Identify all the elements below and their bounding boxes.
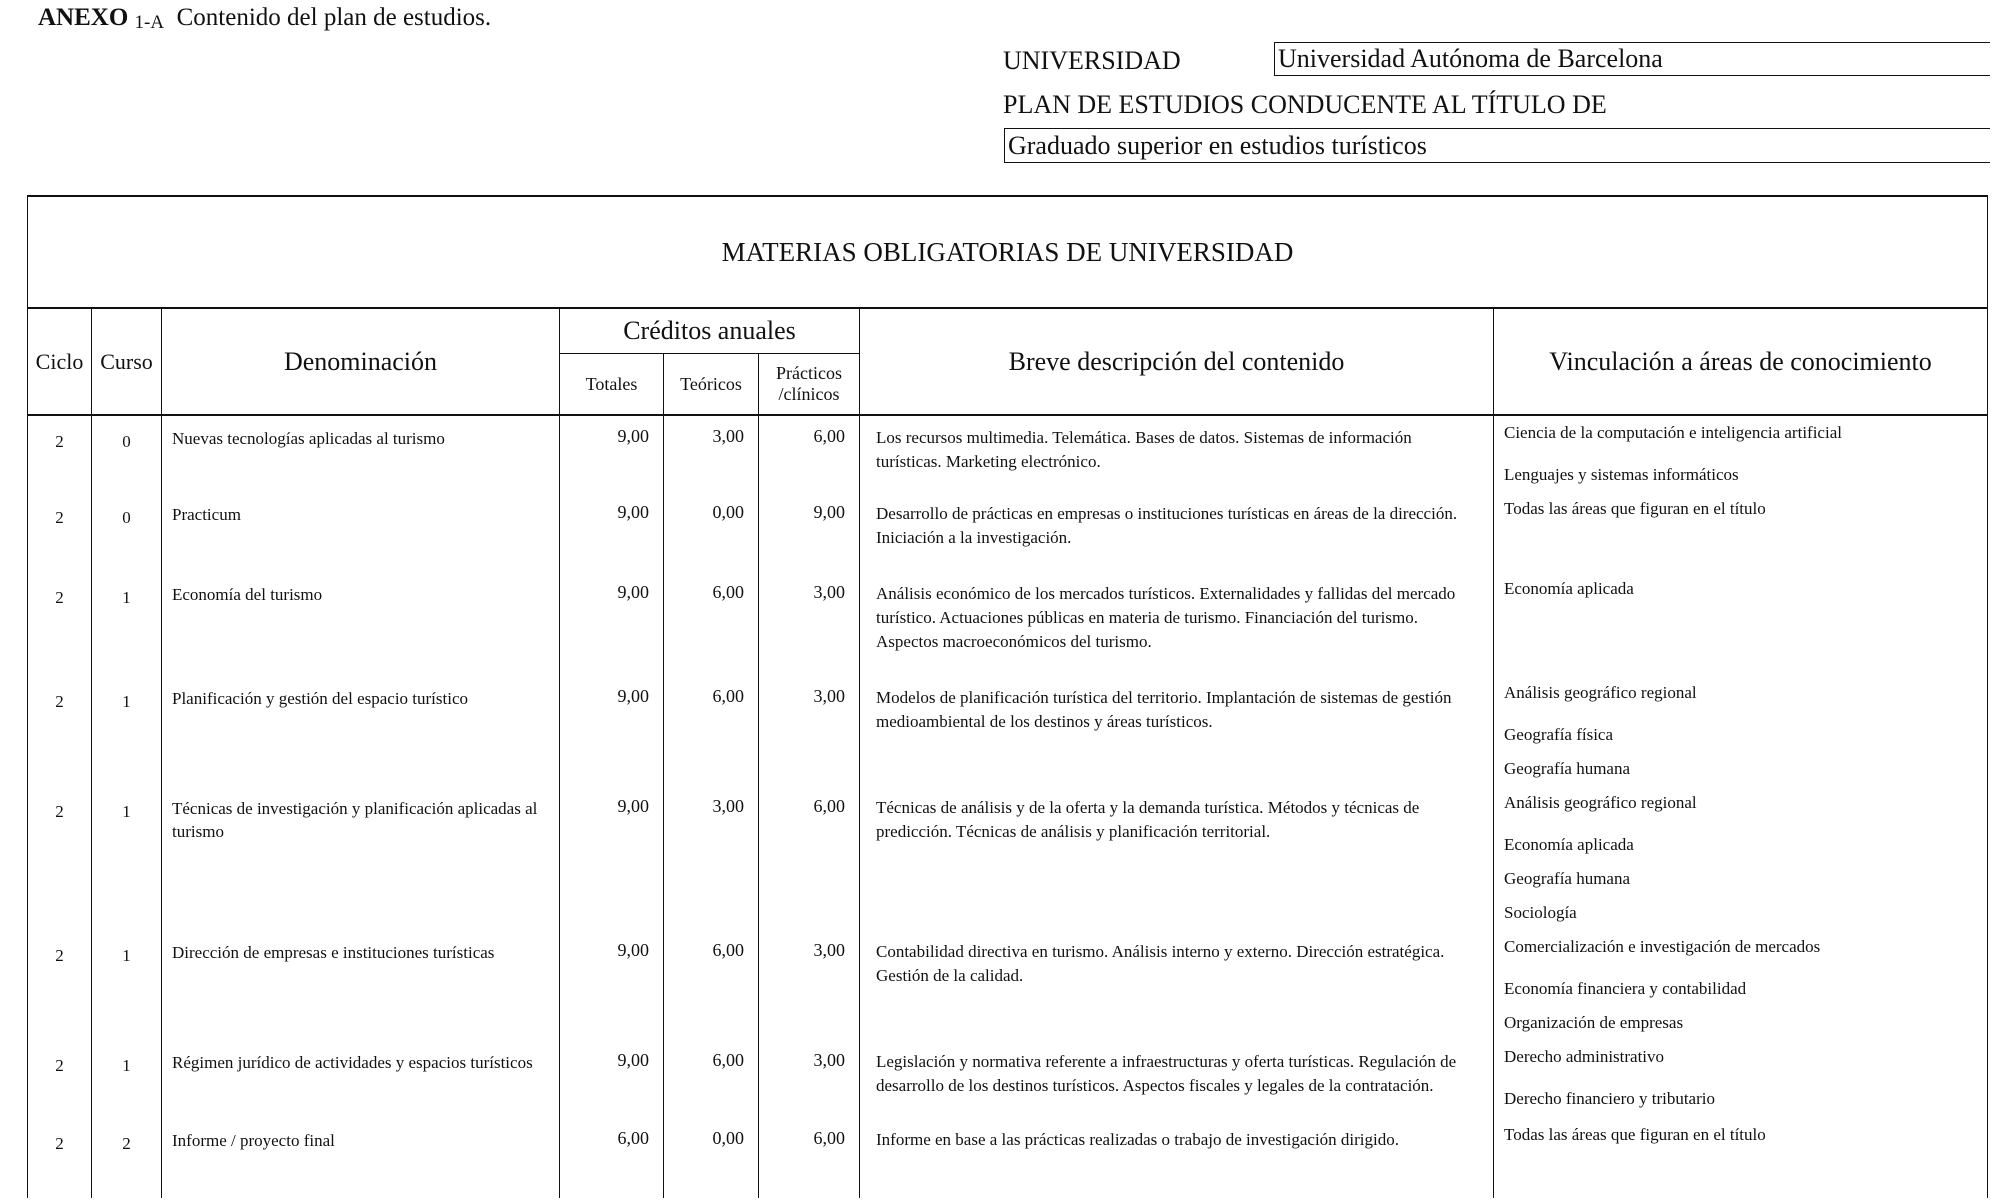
cell-denominacion: Practicum [162,492,560,572]
table-row [28,786,1988,930]
table-row [28,572,1988,676]
area-item: Todas las áreas que figuran en el título [1504,1125,1766,1144]
cell-teoricos: 3,00 [664,415,759,492]
cell-totales: 9,00 [560,786,664,930]
cell-descripcion: Legislación y normativa referente a infraestructuras y oferta turísticas. Regulación de desarrollo de los destinos turísticos. Aspectos fiscales y legales de la contratación. [860,1040,1494,1118]
cell-denominacion: Informe / proyecto final [162,1118,560,1198]
cell-practicos: 3,00 [759,572,860,676]
cell-totales: 9,00 [560,930,664,1040]
area-item: Economía financiera y contabilidad [1504,979,1747,998]
cell-descripcion: Informe en base a las prácticas realizadas o trabajo de investigación dirigido. [860,1118,1494,1198]
table-row [28,1040,1988,1118]
header-descripcion: Breve descripción del contenido [860,308,1494,415]
table-row [28,930,1988,1040]
area-item: Análisis geográfico regional [1504,793,1697,812]
cell-ciclo: 2 [28,1040,92,1118]
cell-totales: 9,00 [560,572,664,676]
degree-field: Graduado superior en estudios turísticos [1004,128,1990,163]
cell-descripcion: Desarrollo de prácticas en empresas o instituciones turísticas en áreas de la dirección. Iniciación a la investigación. [860,492,1494,572]
area-item: Derecho financiero y tributario [1504,1089,1715,1108]
area-item: Todas las áreas que figuran en el título [1504,499,1766,518]
cell-ciclo: 2 [28,930,92,1040]
area-item: Derecho administrativo [1504,1047,1665,1066]
table-body [28,415,1988,1198]
cell-vinculacion [1494,676,1988,786]
cell-denominacion: Nuevas tecnologías aplicadas al turismo [162,415,560,492]
annex-description: Contenido del plan de estudios. [176,4,492,31]
cell-curso: 1 [92,572,162,676]
cell-totales: 9,00 [560,1040,664,1118]
area-item: Geografía humana [1504,759,1631,778]
header-practicos: Prácticos /clínicos [759,354,860,416]
table-row [28,492,1988,572]
cell-descripcion: Modelos de planificación turística del territorio. Implantación de sistemas de gestión medioambiental de los destinos y áreas turísticos. [860,676,1494,786]
cell-totales: 9,00 [560,492,664,572]
area-item: Lenguajes y sistemas informáticos [1504,465,1739,484]
university-field: Universidad Autónoma de Barcelona [1274,42,1990,76]
cell-descripcion: Análisis económico de los mercados turísticos. Externalidades y fallidas del mercado turístico. Actuaciones públicas en materia de turismo. Financiación del turismo. Aspectos macroeconómicos del turismo. [860,572,1494,676]
cell-teoricos: 0,00 [664,1118,759,1198]
degree-label: PLAN DE ESTUDIOS CONDUCENTE AL TÍTULO DE [1003,90,1607,119]
cell-curso: 1 [92,786,162,930]
area-item: Organización de empresas [1504,1013,1684,1032]
area-item: Economía aplicada [1504,835,1634,854]
courses-table [27,195,1988,1198]
cell-ciclo: 2 [28,676,92,786]
cell-totales: 9,00 [560,415,664,492]
header-ciclo: Ciclo [28,308,92,415]
cell-denominacion: Economía del turismo [162,572,560,676]
area-item: Economía aplicada [1504,579,1634,598]
cell-teoricos: 6,00 [664,930,759,1040]
cell-curso: 2 [92,1118,162,1198]
cell-curso: 1 [92,930,162,1040]
cell-teoricos: 6,00 [664,1040,759,1118]
header-creditos: Créditos anuales [560,308,860,354]
cell-vinculacion [1494,786,1988,930]
cell-practicos: 3,00 [759,1040,860,1118]
cell-vinculacion [1494,1118,1988,1198]
cell-denominacion: Régimen jurídico de actividades y espacios turísticos [162,1040,560,1118]
cell-teoricos: 0,00 [664,492,759,572]
cell-curso: 0 [92,415,162,492]
cell-curso: 1 [92,676,162,786]
area-item: Geografía humana [1504,869,1631,888]
cell-practicos: 3,00 [759,676,860,786]
table-row [28,1118,1988,1198]
cell-ciclo: 2 [28,1118,92,1198]
cell-practicos: 6,00 [759,415,860,492]
cell-vinculacion [1494,1040,1988,1118]
header-curso: Curso [92,308,162,415]
cell-denominacion: Técnicas de investigación y planificación aplicadas al turismo [162,786,560,930]
cell-descripcion: Técnicas de análisis y de la oferta y la demanda turística. Métodos y técnicas de predicción. Técnicas de análisis y planificación territorial. [860,786,1494,930]
cell-vinculacion [1494,492,1988,572]
area-item: Ciencia de la computación e inteligencia artificial [1504,423,1842,442]
cell-descripcion: Contabilidad directiva en turismo. Análisis interno y externo. Dirección estratégica. Gestión de la calidad. [860,930,1494,1040]
area-item: Geografía física [1504,725,1614,744]
area-item: Sociología [1504,903,1577,922]
cell-vinculacion [1494,415,1988,492]
table-row [28,415,1988,492]
cell-ciclo: 2 [28,572,92,676]
cell-practicos: 6,00 [759,1118,860,1198]
university-label: UNIVERSIDAD [1003,46,1181,75]
annex-number: 1-A [134,12,165,33]
annex-title [38,4,491,34]
cell-practicos: 6,00 [759,786,860,930]
cell-totales: 9,00 [560,676,664,786]
header-teoricos: Teóricos [664,354,759,416]
cell-teoricos: 3,00 [664,786,759,930]
cell-denominacion: Dirección de empresas e instituciones turísticas [162,930,560,1040]
cell-denominacion: Planificación y gestión del espacio turístico [162,676,560,786]
area-item: Análisis geográfico regional [1504,683,1697,702]
annex-label: ANEXO [38,4,129,31]
cell-teoricos: 6,00 [664,572,759,676]
cell-curso: 0 [92,492,162,572]
cell-curso: 1 [92,1040,162,1118]
header-totales: Totales [560,354,664,416]
header-vinculacion: Vinculación a áreas de conocimiento [1494,308,1988,415]
header-denominacion: Denominación [162,308,560,415]
cell-vinculacion [1494,930,1988,1040]
cell-vinculacion [1494,572,1988,676]
cell-teoricos: 6,00 [664,676,759,786]
cell-ciclo: 2 [28,786,92,930]
cell-totales: 6,00 [560,1118,664,1198]
cell-practicos: 9,00 [759,492,860,572]
cell-practicos: 3,00 [759,930,860,1040]
table-row [28,676,1988,786]
area-item: Comercialización e investigación de mercados [1504,937,1821,956]
table-title: MATERIAS OBLIGATORIAS DE UNIVERSIDAD [28,196,1988,308]
cell-descripcion: Los recursos multimedia. Telemática. Bases de datos. Sistemas de información turísticas. Marketing electrónico. [860,415,1494,492]
cell-ciclo: 2 [28,492,92,572]
cell-ciclo: 2 [28,415,92,492]
